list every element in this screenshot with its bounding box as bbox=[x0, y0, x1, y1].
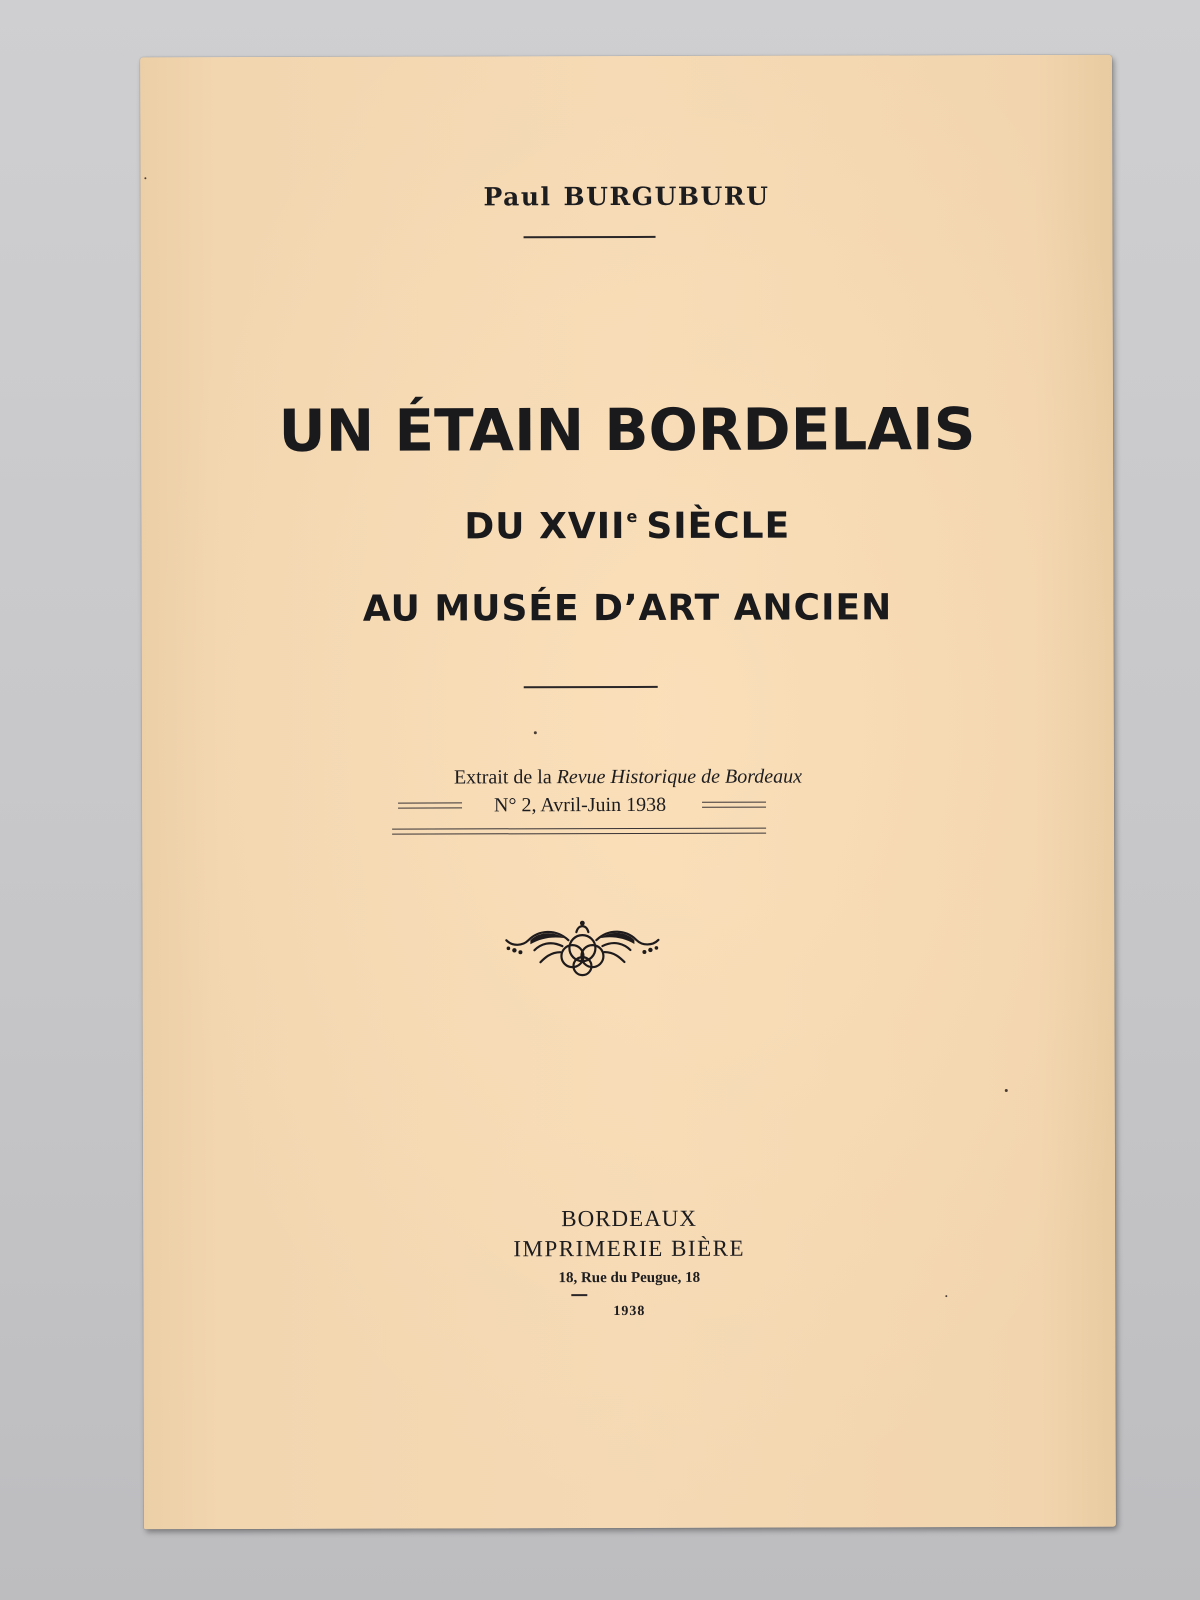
title-subline-museum: AU MUSÉE D’ART ANCIEN bbox=[362, 587, 893, 630]
paper-speck bbox=[144, 177, 146, 179]
floral-vignette-icon bbox=[500, 918, 664, 982]
year-dash bbox=[571, 1294, 587, 1296]
title-century-superscript: e bbox=[626, 506, 639, 527]
title-main: UN ÉTAIN BORDELAIS bbox=[278, 395, 976, 465]
author-name bbox=[140, 181, 1112, 213]
author-last-name: BURGUBURU bbox=[563, 181, 770, 212]
printer-address: 18, Rue du Peugue, 18 bbox=[558, 1269, 701, 1287]
paper-speck bbox=[1005, 1089, 1008, 1092]
title-subline-century bbox=[141, 505, 1113, 549]
title-century-text: DU XVII bbox=[464, 506, 626, 548]
issue-right-double-rule bbox=[702, 802, 766, 808]
issue-row bbox=[392, 794, 768, 819]
paper-speck bbox=[534, 731, 537, 734]
author-first-name: Paul bbox=[483, 182, 552, 212]
title-siecle-text: SIÈCLE bbox=[646, 505, 791, 547]
extract-prefix: Extrait de la bbox=[453, 766, 552, 789]
journal-title: Revue Historique de Bordeaux bbox=[556, 765, 803, 789]
booklet-cover bbox=[140, 55, 1116, 1530]
printer-name: IMPRIMERIE BIÈRE bbox=[513, 1235, 746, 1262]
paper-speck bbox=[945, 1295, 947, 1297]
title-divider bbox=[524, 686, 658, 688]
publication-city: BORDEAUX bbox=[561, 1205, 698, 1232]
extract-note bbox=[142, 765, 1114, 791]
issue-underline-double-rule bbox=[392, 828, 766, 835]
author-divider bbox=[524, 236, 656, 238]
issue-number: N° 2, Avril-Juin 1938 bbox=[493, 793, 667, 817]
publication-year: 1938 bbox=[613, 1303, 646, 1320]
